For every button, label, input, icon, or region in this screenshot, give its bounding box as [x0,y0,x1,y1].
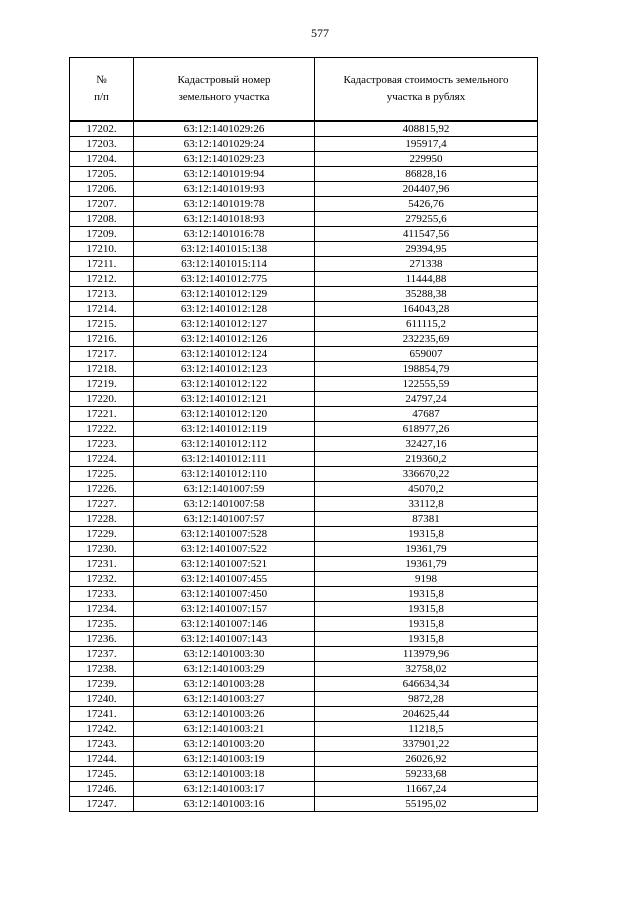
table-row [70,302,538,317]
cell-cadastral-value: 26026,92 [315,752,538,767]
cell-row-number: 17213. [70,287,134,302]
cell-cadastral-value: 336670,22 [315,467,538,482]
cell-cadastral-value: 232235,69 [315,332,538,347]
cell-row-number: 17229. [70,527,134,542]
cell-cadastral-number: 63:12:1401003:30 [134,647,315,662]
cell-cadastral-value: 408815,92 [315,121,538,137]
cell-cadastral-value: 164043,28 [315,302,538,317]
cell-cadastral-value: 24797,24 [315,392,538,407]
cell-cadastral-value: 19361,79 [315,542,538,557]
cell-row-number: 17207. [70,197,134,212]
table-row [70,782,538,797]
cell-cadastral-number: 63:12:1401012:122 [134,377,315,392]
cell-cadastral-value: 337901,22 [315,737,538,752]
table-row [70,332,538,347]
cell-cadastral-number: 63:12:1401007:521 [134,557,315,572]
header-line: земельного участка [178,91,270,103]
table-row [70,227,538,242]
cell-row-number: 17239. [70,677,134,692]
header-line: Кадастровый номер [177,74,271,86]
table-body [70,121,538,812]
cell-cadastral-number: 63:12:1401003:27 [134,692,315,707]
cell-cadastral-value: 87381 [315,512,538,527]
cell-cadastral-number: 63:12:1401019:78 [134,197,315,212]
table-row [70,437,538,452]
cadastral-table [69,57,538,812]
cell-cadastral-value: 11444,88 [315,272,538,287]
cell-row-number: 17237. [70,647,134,662]
cell-row-number: 17233. [70,587,134,602]
cell-row-number: 17226. [70,482,134,497]
cell-row-number: 17210. [70,242,134,257]
cell-cadastral-value: 122555,59 [315,377,538,392]
header-row-number [70,58,134,122]
cell-cadastral-value: 55195,02 [315,797,538,812]
cell-cadastral-number: 63:12:1401003:21 [134,722,315,737]
cell-cadastral-value: 35288,38 [315,287,538,302]
table-row [70,287,538,302]
cell-row-number: 17222. [70,422,134,437]
cell-cadastral-number: 63:12:1401003:16 [134,797,315,812]
cell-row-number: 17205. [70,167,134,182]
cell-cadastral-value: 198854,79 [315,362,538,377]
cell-cadastral-number: 63:12:1401012:128 [134,302,315,317]
table-row [70,572,538,587]
cell-cadastral-value: 33112,8 [315,497,538,512]
cell-cadastral-value: 32427,16 [315,437,538,452]
cell-row-number: 17203. [70,137,134,152]
cell-cadastral-number: 63:12:1401029:26 [134,121,315,137]
table-row [70,407,538,422]
cell-row-number: 17214. [70,302,134,317]
cell-row-number: 17209. [70,227,134,242]
cell-cadastral-value: 45070,2 [315,482,538,497]
cell-cadastral-number: 63:12:1401003:19 [134,752,315,767]
cell-cadastral-number: 63:12:1401012:124 [134,347,315,362]
table-row [70,767,538,782]
cell-cadastral-value: 11667,24 [315,782,538,797]
cell-cadastral-value: 271338 [315,257,538,272]
header-line: п/п [94,91,109,103]
table-row [70,347,538,362]
table-row [70,722,538,737]
table-row [70,272,538,287]
cell-cadastral-value: 195917,4 [315,137,538,152]
cell-row-number: 17234. [70,602,134,617]
cell-cadastral-value: 411547,56 [315,227,538,242]
cell-cadastral-value: 646634,34 [315,677,538,692]
table-row [70,677,538,692]
cell-row-number: 17241. [70,707,134,722]
cell-cadastral-value: 19315,8 [315,632,538,647]
cell-cadastral-value: 11218,5 [315,722,538,737]
cell-row-number: 17238. [70,662,134,677]
cell-cadastral-number: 63:12:1401012:111 [134,452,315,467]
table-row [70,617,538,632]
cell-cadastral-number: 63:12:1401012:112 [134,437,315,452]
cell-cadastral-value: 279255,6 [315,212,538,227]
cell-cadastral-number: 63:12:1401007:59 [134,482,315,497]
cell-cadastral-number: 63:12:1401007:143 [134,632,315,647]
table-row [70,707,538,722]
cell-cadastral-number: 63:12:1401016:78 [134,227,315,242]
cell-cadastral-number: 63:12:1401007:58 [134,497,315,512]
table-row [70,377,538,392]
cell-cadastral-value: 47687 [315,407,538,422]
header-cadastral-number [134,58,315,122]
table-row [70,392,538,407]
cell-row-number: 17216. [70,332,134,347]
cell-cadastral-number: 63:12:1401007:450 [134,587,315,602]
cell-cadastral-number: 63:12:1401003:20 [134,737,315,752]
cell-row-number: 17247. [70,797,134,812]
cell-row-number: 17202. [70,121,134,137]
cell-row-number: 17220. [70,392,134,407]
cell-row-number: 17221. [70,407,134,422]
table-row [70,467,538,482]
table-row [70,587,538,602]
cell-row-number: 17204. [70,152,134,167]
cell-row-number: 17227. [70,497,134,512]
cell-row-number: 17240. [70,692,134,707]
header-line: участка в рублях [386,91,466,103]
cell-row-number: 17208. [70,212,134,227]
cell-row-number: 17243. [70,737,134,752]
cell-cadastral-value: 29394,95 [315,242,538,257]
table-row [70,422,538,437]
cell-row-number: 17212. [70,272,134,287]
cell-cadastral-number: 63:12:1401007:528 [134,527,315,542]
cell-cadastral-value: 19315,8 [315,602,538,617]
cell-cadastral-number: 63:12:1401012:123 [134,362,315,377]
cell-cadastral-number: 63:12:1401003:18 [134,767,315,782]
cell-row-number: 17215. [70,317,134,332]
cell-cadastral-value: 86828,16 [315,167,538,182]
cell-cadastral-number: 63:12:1401007:146 [134,617,315,632]
table-row [70,152,538,167]
cell-row-number: 17246. [70,782,134,797]
cell-cadastral-number: 63:12:1401007:157 [134,602,315,617]
table-row [70,257,538,272]
cell-cadastral-number: 63:12:1401012:129 [134,287,315,302]
table-row [70,797,538,812]
table-row [70,737,538,752]
cell-cadastral-value: 659007 [315,347,538,362]
cell-cadastral-value: 19315,8 [315,527,538,542]
table-row [70,527,538,542]
cell-row-number: 17217. [70,347,134,362]
table-row [70,632,538,647]
table-row [70,121,538,137]
table-row [70,212,538,227]
header-cadastral-value [315,58,538,122]
cell-row-number: 17218. [70,362,134,377]
cell-row-number: 17230. [70,542,134,557]
table-row [70,542,538,557]
table-row [70,662,538,677]
table-row [70,602,538,617]
cell-row-number: 17232. [70,572,134,587]
cell-cadastral-number: 63:12:1401007:57 [134,512,315,527]
cell-row-number: 17244. [70,752,134,767]
table-row [70,512,538,527]
cell-cadastral-value: 59233,68 [315,767,538,782]
cell-cadastral-value: 618977,26 [315,422,538,437]
page-number: 577 [311,26,329,40]
cell-cadastral-number: 63:12:1401012:126 [134,332,315,347]
cell-row-number: 17242. [70,722,134,737]
table-row [70,647,538,662]
table-row [70,182,538,197]
header-line: № [96,74,107,86]
table-row [70,692,538,707]
table-row [70,317,538,332]
cell-cadastral-number: 63:12:1401012:120 [134,407,315,422]
table-row [70,752,538,767]
cell-cadastral-value: 204625,44 [315,707,538,722]
cell-cadastral-value: 113979,96 [315,647,538,662]
cell-cadastral-value: 9198 [315,572,538,587]
table-row [70,242,538,257]
cell-cadastral-number: 63:12:1401019:94 [134,167,315,182]
cell-cadastral-number: 63:12:1401007:455 [134,572,315,587]
header-line: Кадастровая стоимость земельного [343,74,509,86]
cell-cadastral-number: 63:12:1401003:26 [134,707,315,722]
cell-cadastral-number: 63:12:1401003:29 [134,662,315,677]
table-row [70,482,538,497]
cell-cadastral-value: 611115,2 [315,317,538,332]
table-row [70,497,538,512]
cell-cadastral-value: 19361,79 [315,557,538,572]
cell-cadastral-number: 63:12:1401007:522 [134,542,315,557]
table-header-row [70,58,538,122]
table-row [70,362,538,377]
cell-row-number: 17225. [70,467,134,482]
table-row [70,197,538,212]
cell-cadastral-value: 5426,76 [315,197,538,212]
cell-row-number: 17223. [70,437,134,452]
cell-cadastral-value: 229950 [315,152,538,167]
cell-cadastral-value: 19315,8 [315,587,538,602]
cell-cadastral-number: 63:12:1401018:93 [134,212,315,227]
cell-row-number: 17206. [70,182,134,197]
table-row [70,557,538,572]
cell-row-number: 17236. [70,632,134,647]
cell-cadastral-value: 19315,8 [315,617,538,632]
cell-cadastral-value: 32758,02 [315,662,538,677]
cell-cadastral-number: 63:12:1401015:138 [134,242,315,257]
cell-cadastral-number: 63:12:1401012:110 [134,467,315,482]
cell-cadastral-number: 63:12:1401012:119 [134,422,315,437]
cell-cadastral-number: 63:12:1401029:23 [134,152,315,167]
cell-cadastral-value: 219360,2 [315,452,538,467]
table-row [70,137,538,152]
cell-row-number: 17245. [70,767,134,782]
cell-row-number: 17228. [70,512,134,527]
cell-cadastral-number: 63:12:1401019:93 [134,182,315,197]
cell-cadastral-value: 204407,96 [315,182,538,197]
table-row [70,452,538,467]
cell-cadastral-number: 63:12:1401012:121 [134,392,315,407]
cell-cadastral-number: 63:12:1401029:24 [134,137,315,152]
cell-row-number: 17211. [70,257,134,272]
cell-cadastral-number: 63:12:1401003:17 [134,782,315,797]
cell-row-number: 17224. [70,452,134,467]
cell-cadastral-number: 63:12:1401012:127 [134,317,315,332]
cell-row-number: 17231. [70,557,134,572]
cell-cadastral-number: 63:12:1401003:28 [134,677,315,692]
cell-cadastral-number: 63:12:1401012:775 [134,272,315,287]
table-row [70,167,538,182]
cell-cadastral-value: 9872,28 [315,692,538,707]
cell-row-number: 17219. [70,377,134,392]
cell-cadastral-number: 63:12:1401015:114 [134,257,315,272]
cell-row-number: 17235. [70,617,134,632]
